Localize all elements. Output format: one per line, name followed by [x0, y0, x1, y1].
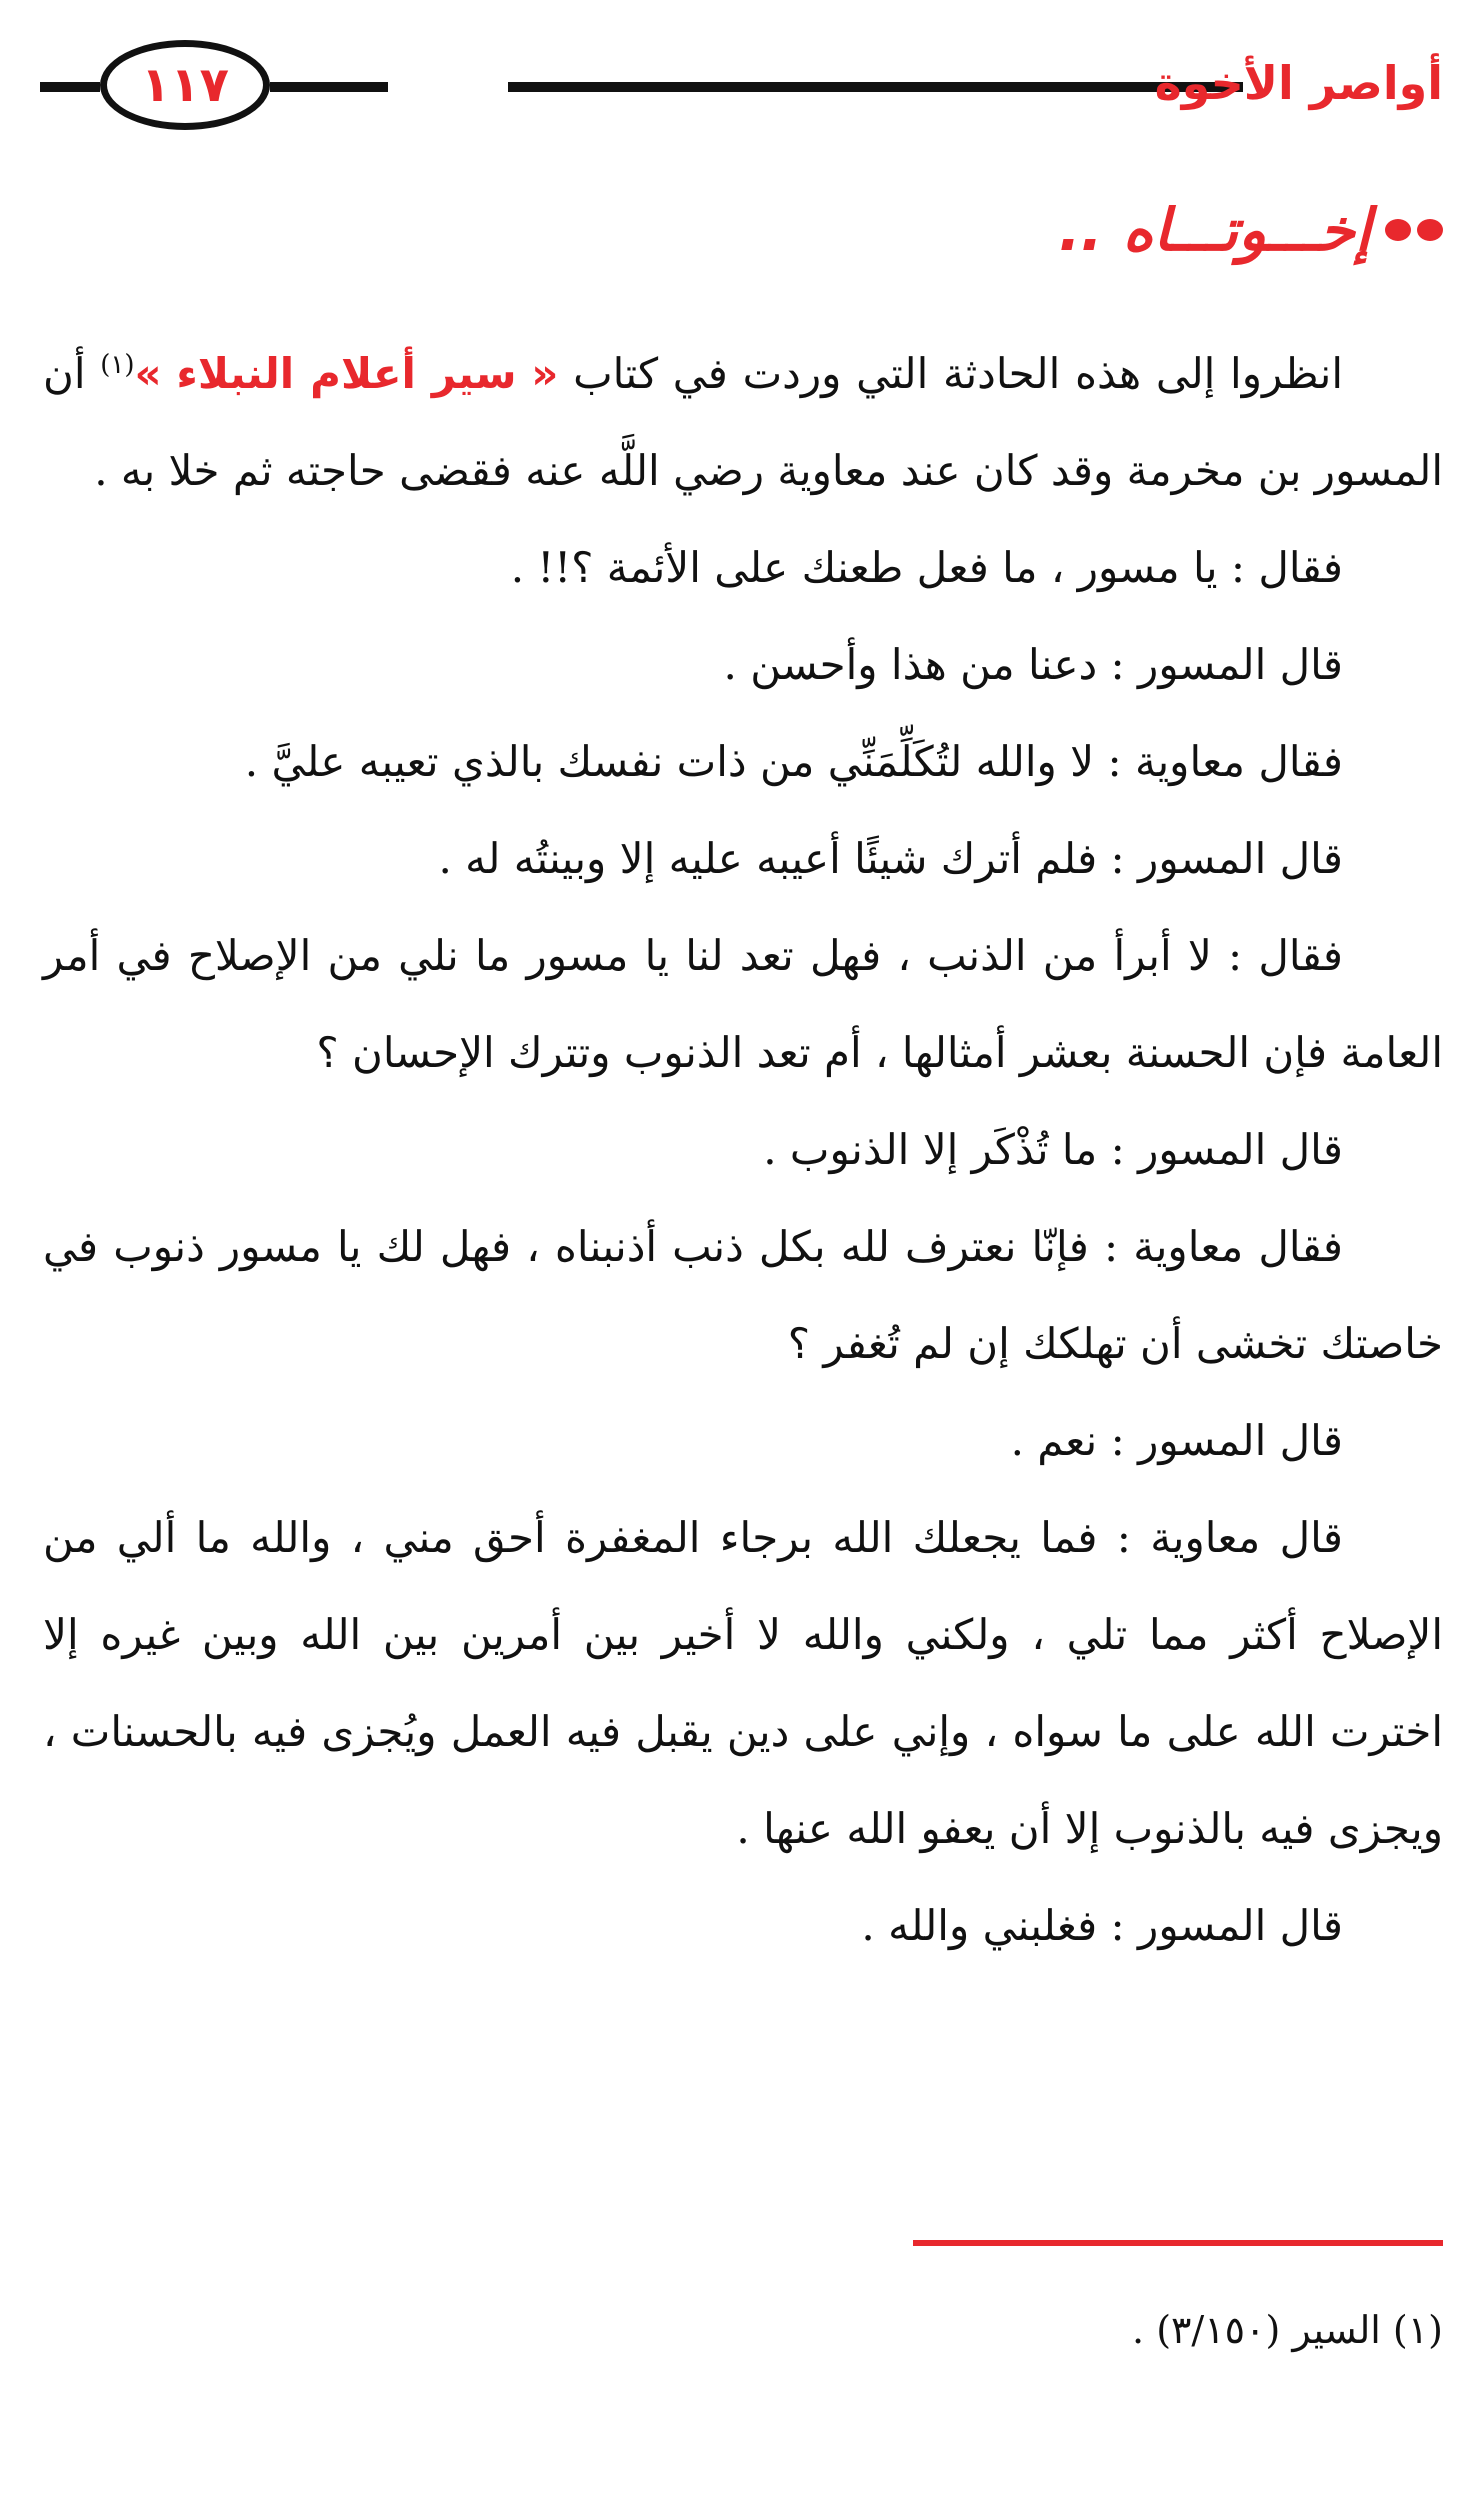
header-rule-right	[508, 82, 1243, 92]
header-rule-left	[270, 82, 388, 92]
dialogue-paragraph: قال المسور : فغلبني والله .	[861, 1901, 1343, 1950]
dialogue-paragraph: قال المسور : ما تُذْكَر إلا الذنوب .	[763, 1125, 1343, 1174]
heading-bullets-icon	[1385, 219, 1443, 241]
bullet-dot-icon	[1417, 219, 1443, 241]
section-heading	[743, 185, 1443, 275]
intro-text-part1: انظروا إلى هذه الحادثة التي وردت في كتاب	[573, 349, 1343, 398]
page-number: ١١٧	[100, 40, 270, 130]
dialogue-paragraph: فقال معاوية : لا والله لتُكَلِّمَنِّي من ذات نفسك بالذي تعيبه عليَّ .	[244, 737, 1343, 786]
dialogue-paragraph: قال المسور : دعنا من هذا وأحسن .	[723, 640, 1343, 689]
book-ref-quote-close: »	[134, 349, 162, 398]
body-text	[43, 325, 1443, 1974]
header-rule-far-left	[40, 82, 100, 92]
section-heading-text: إخـــوتـــاه ..	[1058, 196, 1371, 264]
footnote-marker[interactable]: (١)	[100, 350, 135, 380]
bullet-dot-icon	[1385, 219, 1411, 241]
dialogue-paragraph: فقال : يا مسور ، ما فعل طعنك على الأئمة ؟!! .	[510, 543, 1343, 592]
intro-paragraph	[43, 325, 1443, 519]
footnote-rule	[913, 2240, 1443, 2246]
book-ref-title: سير أعلام النبلاء	[176, 349, 517, 398]
intro-text-part2: أن المسور بن مخرمة وقد كان عند معاوية رضي اللَّه عنه فقضى حاجته ثم خلا به .	[43, 349, 1443, 495]
running-header	[40, 30, 1443, 140]
footnote: (١) السير (٣/١٥٠) .	[1132, 2308, 1443, 2352]
dialogue-paragraph: فقال : لا أبرأ من الذنب ، فهل تعد لنا يا مسور ما نلي من الإصلاح في أمر العامة فإن الحسنة بعشر أمثالها ، أم تعد الذنوب وتترك الإحسان ؟	[43, 931, 1443, 1077]
dialogue-paragraph: قال المسور : فلم أترك شيئًا أعيبه عليه إلا وبينتُه له .	[438, 834, 1343, 883]
book-title: أواصر الأخوة	[1154, 56, 1443, 110]
dialogue-paragraph: قال المسور : نعم .	[1010, 1416, 1343, 1465]
dialogue-paragraph: قال معاوية : فما يجعلك الله برجاء المغفرة أحق مني ، والله ما ألي من الإصلاح أكثر مما تلي ، ولكني والله لا أخير بين أمرين بين الله وبين غيره إلا اخترت الله على ما سواه ، وإني على دين يقبل فيه العمل ويُجزى فيه بالحسنات ، ويجزى فيه بالذنوب إلا أن يعفو الله عنها .	[43, 1513, 1443, 1853]
book-ref-quote-open: «	[531, 349, 559, 398]
dialogue-paragraph: فقال معاوية : فإنّا نعترف لله بكل ذنب أذنبناه ، فهل لك يا مسور ذنوب في خاصتك تخشى أن تهلكك إن لم تُغفر ؟	[43, 1222, 1443, 1368]
